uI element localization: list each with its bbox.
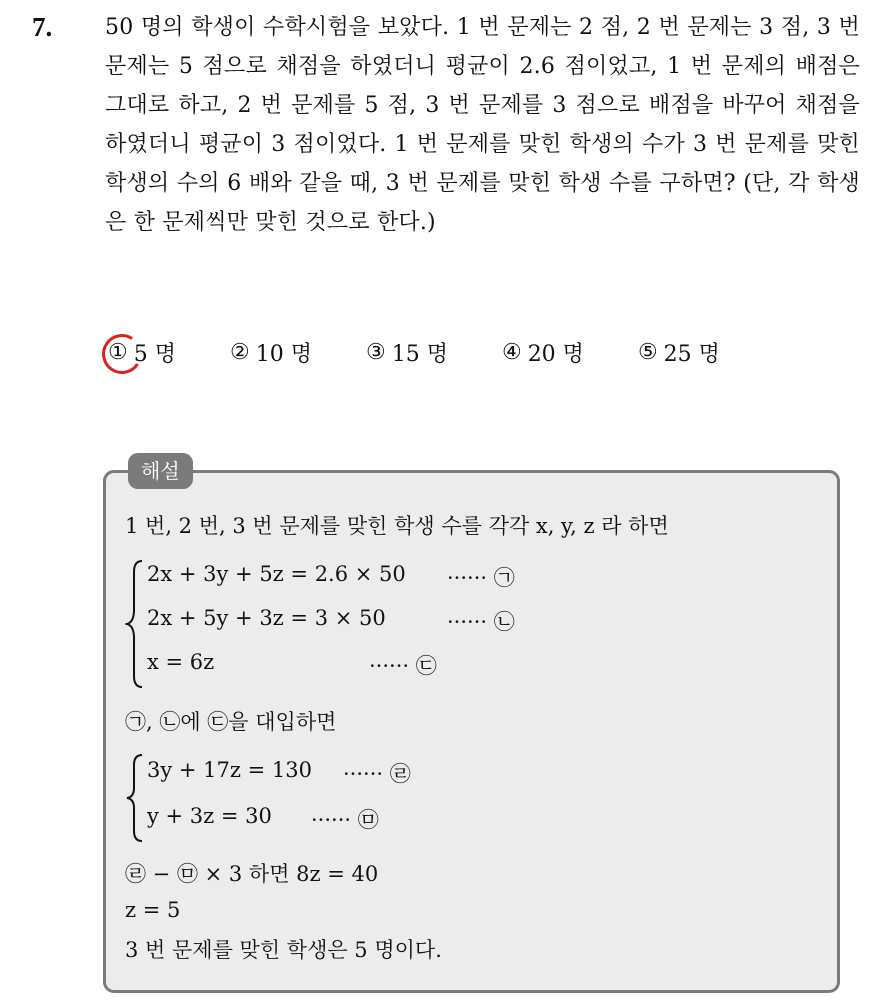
equation-4-expr: 3y + 17z = 130 [147, 758, 312, 782]
equation-4 [147, 758, 411, 786]
choice-5[interactable] [638, 337, 720, 368]
choice-4-label: 20 명 [527, 341, 584, 367]
question-number: 7. [32, 12, 53, 42]
substitute-line: ㉠, ㉡에 ㉢을 대입하면 [125, 710, 337, 734]
choice-3-mark: ③ [365, 339, 386, 365]
choice-3[interactable] [366, 337, 448, 368]
choice-4[interactable] [502, 337, 584, 368]
equation-4-label: ······ ㉣ [343, 762, 411, 786]
equation-system-2 [125, 752, 565, 844]
choice-1[interactable] [108, 337, 176, 368]
equation-5-label: ······ ㉤ [311, 808, 379, 832]
equation-3 [147, 650, 437, 678]
elimination-step: ㉣ − ㉤ × 3 하면 8z = 40 [125, 862, 379, 886]
choice-2-label: 10 명 [255, 341, 312, 367]
equation-1 [147, 562, 515, 590]
choice-5-mark: ⑤ [637, 339, 658, 365]
choice-2-mark: ② [229, 339, 250, 365]
equation-2-label: ······ ㉡ [447, 610, 515, 634]
answer-choices [108, 332, 774, 372]
choice-2[interactable] [230, 337, 312, 368]
left-brace-icon [125, 558, 145, 690]
left-brace-icon [125, 752, 145, 844]
equation-1-label: ······ ㉠ [447, 566, 515, 590]
equation-2 [147, 606, 515, 634]
choice-3-label: 15 명 [391, 341, 448, 367]
choice-1-mark: ① [108, 340, 128, 365]
equation-5-expr: y + 3z = 30 [147, 804, 272, 828]
result-line: z = 5 [125, 898, 181, 922]
equation-1-expr: 2x + 3y + 5z = 2.6 × 50 [147, 562, 406, 586]
conclusion-line: 3 번 문제를 맞힌 학생은 5 명이다. [125, 938, 442, 962]
equation-3-label: ······ ㉢ [369, 654, 437, 678]
equation-system-1 [125, 558, 565, 690]
equation-3-expr: x = 6z [147, 650, 215, 674]
choice-5-label: 25 명 [663, 341, 720, 367]
solution-intro: 1 번, 2 번, 3 번 문제를 맞힌 학생 수를 각각 x, y, z 라 하면 [125, 514, 669, 538]
choice-1-label: 5 명 [133, 341, 176, 367]
equation-2-expr: 2x + 5y + 3z = 3 × 50 [147, 606, 386, 630]
question-text: 50 명의 학생이 수학시험을 보았다. 1 번 문제는 2 점, 2 번 문제는 3 점, 3 번 문제는 5 점으로 채점을 하였더니 평균이 2.6 점이었고, 1 번 문제의 배점은 그대로 하고, 2 번 문제를 5 점, 3 번 문제를 3 점으로 배점을 바꾸어 채점을 하였더니 평균이 3 점이었다. 1 번 문제를 맞힌 학생의 수가 3 번 문제를 맞힌 학생의 수의 6 배와 같을 때, 3 번 문제를 맞힌 학생 수를 구하면? (단, 각 학생은 한 문제씩만 맞힌 것으로 한다.) [105, 15, 860, 235]
choice-4-mark: ④ [501, 339, 522, 365]
solution-tag: 해설 [128, 453, 193, 489]
equation-5 [147, 804, 379, 832]
